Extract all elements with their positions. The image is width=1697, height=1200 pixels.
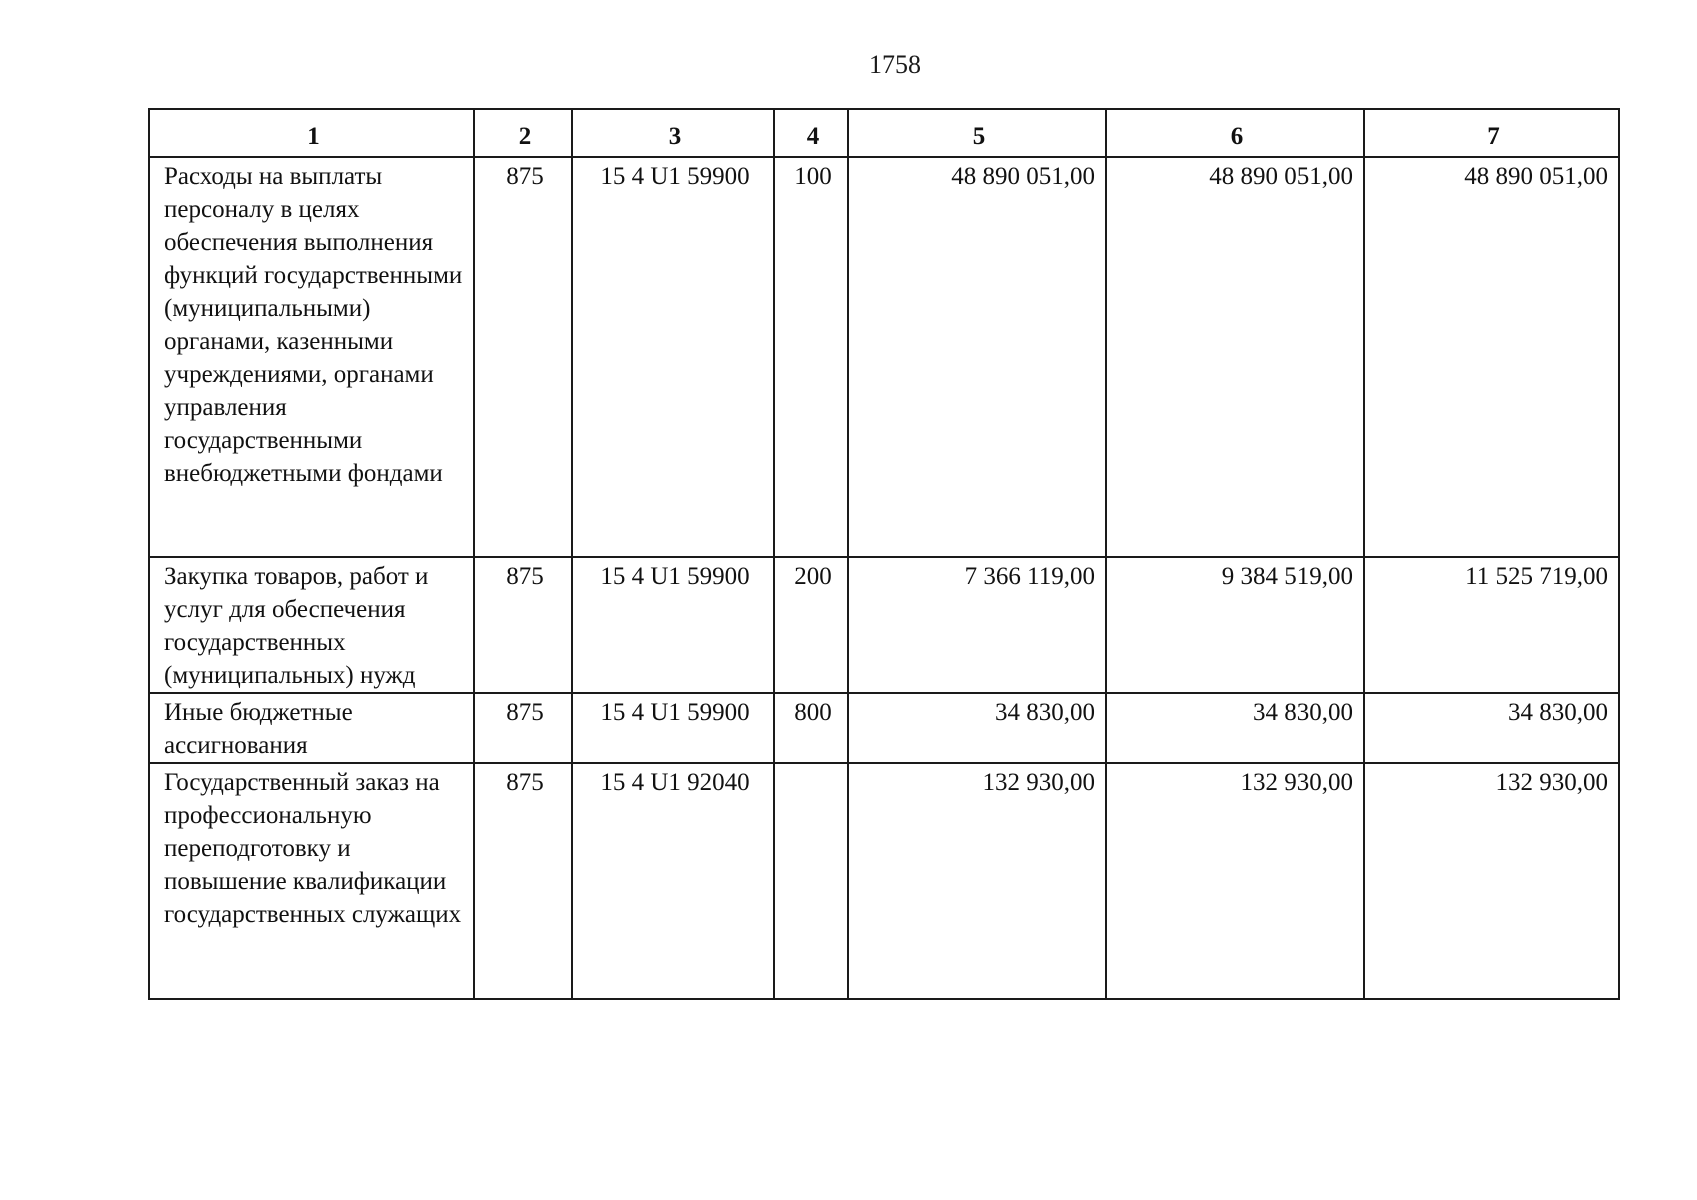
amount-col-7: 11 525 719,00 [1364, 557, 1619, 693]
department-code: 875 [474, 157, 572, 557]
expense-type: 200 [774, 557, 848, 693]
amount-col-5: 34 830,00 [848, 693, 1106, 763]
target-article: 15 4 U1 92040 [572, 763, 774, 999]
column-header: 7 [1364, 109, 1619, 157]
table-row [149, 763, 1619, 999]
table-row [149, 557, 1619, 693]
target-article: 15 4 U1 59900 [572, 557, 774, 693]
column-header: 3 [572, 109, 774, 157]
department-code: 875 [474, 557, 572, 693]
column-header: 6 [1106, 109, 1364, 157]
department-code: 875 [474, 693, 572, 763]
expense-type: 800 [774, 693, 848, 763]
amount-col-6: 48 890 051,00 [1106, 157, 1364, 557]
amount-col-5: 132 930,00 [848, 763, 1106, 999]
amount-col-6: 132 930,00 [1106, 763, 1364, 999]
page-number: 1758 [869, 50, 921, 79]
amount-col-6: 34 830,00 [1106, 693, 1364, 763]
expense-name: Иные бюджетные ассигнования [149, 693, 474, 763]
amount-col-7: 48 890 051,00 [1364, 157, 1619, 557]
target-article: 15 4 U1 59900 [572, 157, 774, 557]
department-code: 875 [474, 763, 572, 999]
table-row [149, 693, 1619, 763]
amount-col-7: 132 930,00 [1364, 763, 1619, 999]
table-row [149, 157, 1619, 557]
expense-name: Расходы на выплаты персоналу в целях обеспечения выполнения функций государственными (муниципальными) органами, казенными учреждениями, органами управления государственными внебюджетными фондами [149, 157, 474, 557]
expense-name: Государственный заказ на профессиональную переподготовку и повышение квалификации государственных служащих [149, 763, 474, 999]
budget-table [148, 108, 1620, 1000]
column-header: 2 [474, 109, 572, 157]
target-article: 15 4 U1 59900 [572, 693, 774, 763]
amount-col-5: 7 366 119,00 [848, 557, 1106, 693]
header-row [149, 109, 1619, 157]
column-header: 1 [149, 109, 474, 157]
amount-col-5: 48 890 051,00 [848, 157, 1106, 557]
expense-type: 100 [774, 157, 848, 557]
column-header: 4 [774, 109, 848, 157]
expense-type [774, 763, 848, 999]
amount-col-7: 34 830,00 [1364, 693, 1619, 763]
amount-col-6: 9 384 519,00 [1106, 557, 1364, 693]
expense-name: Закупка товаров, работ и услуг для обеспечения государственных (муниципальных) нужд [149, 557, 474, 693]
column-header: 5 [848, 109, 1106, 157]
